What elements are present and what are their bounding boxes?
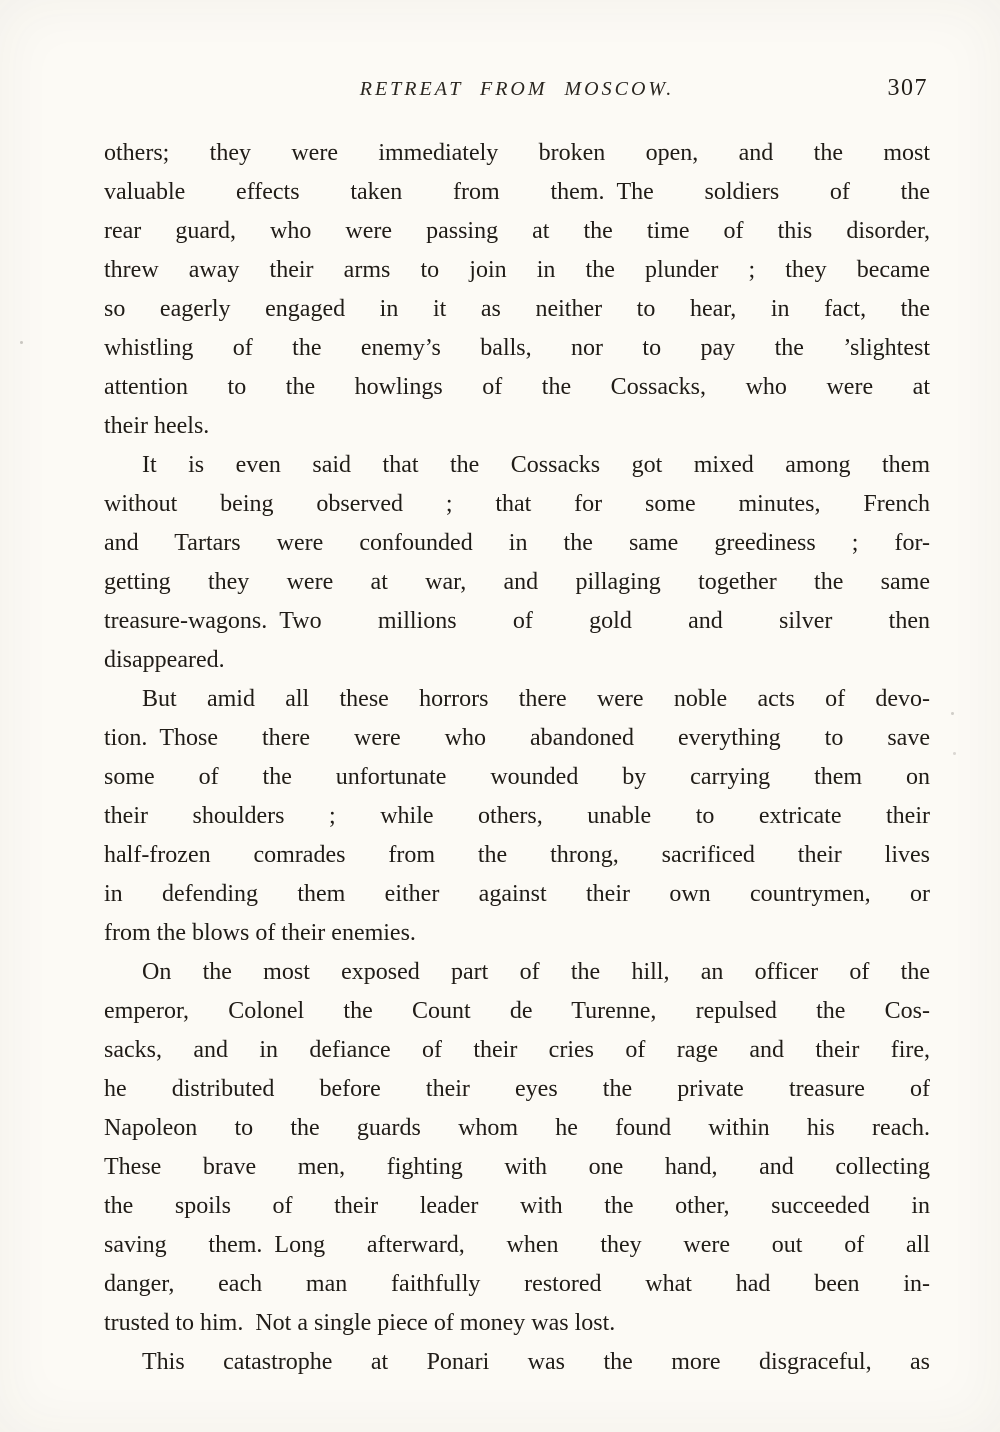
scan-speck [951,712,954,715]
text-line: others; they were immediately broken open, and the most [104,140,930,166]
text-line: trusted to him. Not a single piece of money was lost. [104,1310,616,1336]
text-block [104,134,930,1382]
text-line: saving them. Long afterward, when they were out of all [104,1232,930,1258]
text-line: But amid all these horrors there were noble acts of devo- [142,686,930,712]
text-line: the spoils of their leader with the other, succeeded in [104,1193,930,1219]
text-line: without being observed ; that for some minutes, French [104,491,930,517]
text-line: whistling of the enemy’s balls, nor to pay the ’slightest [104,335,930,361]
running-title: RETREAT FROM MOSCOW. [359,78,675,100]
text-line: emperor, Colonel the Count de Turenne, repulsed the Cos- [104,998,930,1024]
text-line: attention to the howlings of the Cossacks, who were at [104,374,930,400]
text-line: half-frozen comrades from the throng, sacrificed their lives [104,842,930,868]
text-line: treasure-wagons. Two millions of gold and silver then [104,608,930,634]
text-line: from the blows of their enemies. [104,920,416,946]
text-line: sacks, and in defiance of their cries of rage and their fire, [104,1037,930,1063]
text-line: their shoulders ; while others, unable to extricate their [104,803,930,829]
paragraph [104,953,930,1343]
page-number: 307 [887,75,928,101]
text-line: disappeared. [104,647,225,673]
paragraph [104,1343,930,1382]
text-line: getting they were at war, and pillaging together the same [104,569,930,595]
text-line: some of the unfortunate wounded by carrying them on [104,764,930,790]
text-line: threw away their arms to join in the plunder ; they became [104,257,930,283]
text-line: he distributed before their eyes the private treasure of [104,1076,930,1102]
scan-speck [20,341,23,344]
paragraph [104,680,930,953]
text-line: in defending them either against their own countrymen, or [104,881,930,907]
text-line: so eagerly engaged in it as neither to hear, in fact, the [104,296,930,322]
text-line: danger, each man faithfully restored what had been in- [104,1271,930,1297]
text-line: On the most exposed part of the hill, an officer of the [142,959,930,985]
paragraph [104,134,930,446]
page-header [104,75,930,108]
paragraph [104,446,930,680]
text-line: This catastrophe at Ponari was the more disgraceful, as [142,1349,930,1375]
text-line: It is even said that the Cossacks got mixed among them [142,452,930,478]
text-line: These brave men, fighting with one hand, and collecting [104,1154,930,1180]
scan-speck [953,752,956,755]
text-line: and Tartars were confounded in the same greediness ; for- [104,530,930,556]
text-line: rear guard, who were passing at the time of this disorder, [104,218,930,244]
text-line: Napoleon to the guards whom he found within his reach. [104,1115,930,1141]
text-line: valuable effects taken from them. The soldiers of the [104,179,930,205]
text-line: their heels. [104,413,210,439]
text-line: tion. Those there were who abandoned everything to save [104,725,930,751]
